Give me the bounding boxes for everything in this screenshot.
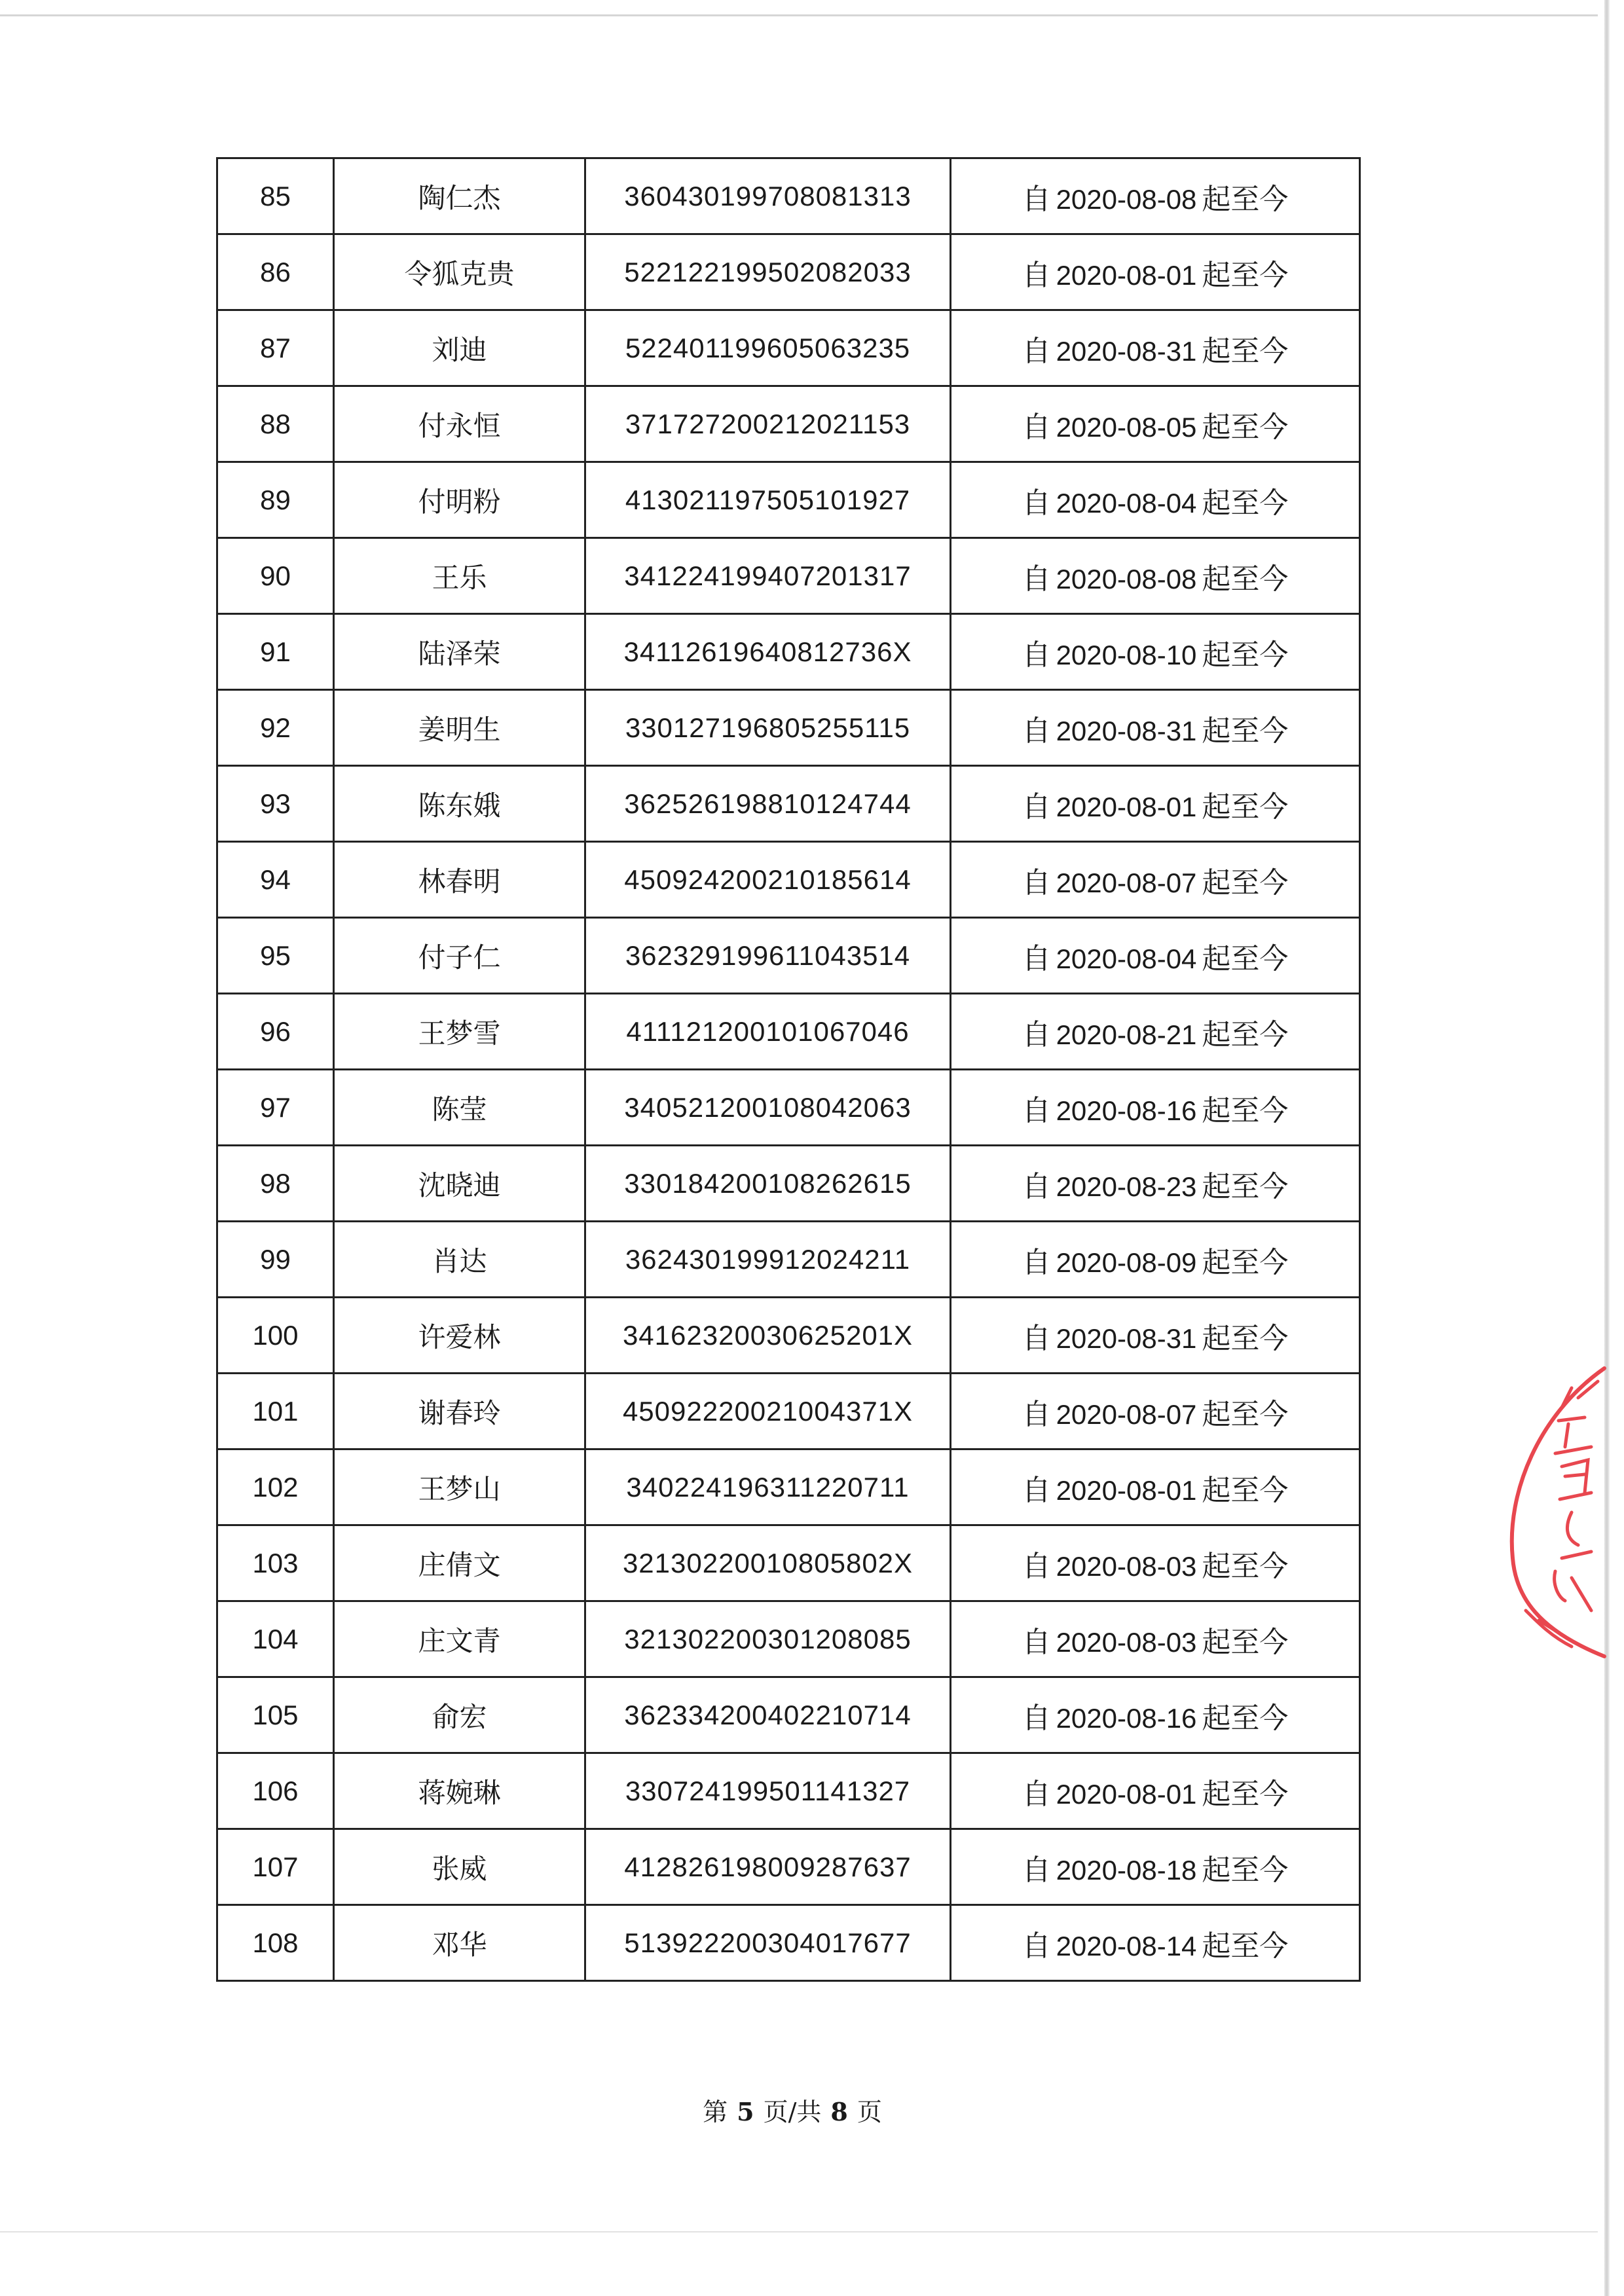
table-body (217, 158, 1360, 1981)
table-row (217, 1905, 1360, 1981)
row-number: 89 (217, 462, 334, 538)
period-suffix: 起至今 (1202, 1397, 1289, 1431)
row-number: 86 (217, 234, 334, 310)
employment-period (951, 1601, 1360, 1677)
person-name: 姜明生 (334, 690, 585, 766)
id-number: 330724199501141327 (585, 1753, 951, 1829)
page-total: 8 (830, 2097, 848, 2126)
id-number: 411121200101067046 (585, 994, 951, 1070)
period-start-date: 2020-08-01 (1056, 791, 1197, 822)
period-start-date: 2020-08-09 (1056, 1247, 1197, 1278)
person-name: 王梦雪 (334, 994, 585, 1070)
table-row (217, 538, 1360, 614)
row-number: 100 (217, 1298, 334, 1374)
period-start-date: 2020-08-31 (1056, 1322, 1197, 1354)
employment-period (951, 1449, 1360, 1525)
employment-period (951, 386, 1360, 462)
row-number: 105 (217, 1677, 334, 1753)
row-number: 98 (217, 1146, 334, 1222)
person-name: 陈莹 (334, 1070, 585, 1146)
table-row (217, 918, 1360, 994)
period-start-date: 2020-08-04 (1056, 487, 1197, 519)
period-prefix: 自 (1022, 410, 1051, 444)
period-prefix: 自 (1022, 1017, 1051, 1051)
person-name: 刘迪 (334, 310, 585, 386)
person-name: 庄倩文 (334, 1525, 585, 1601)
seal-arc (1512, 1368, 1604, 1656)
period-start-date: 2020-08-01 (1056, 1474, 1197, 1506)
period-prefix: 自 (1022, 486, 1051, 520)
person-name: 付子仁 (334, 918, 585, 994)
person-name: 许爱林 (334, 1298, 585, 1374)
period-suffix: 起至今 (1202, 638, 1289, 672)
id-number: 340521200108042063 (585, 1070, 951, 1146)
id-number: 32130220010805802X (585, 1525, 951, 1601)
period-suffix: 起至今 (1202, 1473, 1289, 1507)
table-row (217, 766, 1360, 842)
period-suffix: 起至今 (1202, 1625, 1289, 1659)
row-number: 87 (217, 310, 334, 386)
period-start-date: 2020-08-07 (1056, 1398, 1197, 1430)
period-start-date: 2020-08-31 (1056, 715, 1197, 746)
period-suffix: 起至今 (1202, 714, 1289, 748)
row-number: 94 (217, 842, 334, 918)
person-name: 王乐 (334, 538, 585, 614)
period-start-date: 2020-08-03 (1056, 1626, 1197, 1658)
id-number: 513922200304017677 (585, 1905, 951, 1981)
table-row (217, 158, 1360, 234)
page-current: 5 (737, 2097, 754, 2126)
table-row (217, 310, 1360, 386)
scan-edge-bottom (0, 2231, 1598, 2232)
person-name: 庄文青 (334, 1601, 585, 1677)
table-row (217, 1222, 1360, 1298)
row-number: 104 (217, 1601, 334, 1677)
id-number: 34112619640812736X (585, 614, 951, 690)
row-number: 93 (217, 766, 334, 842)
period-prefix: 自 (1022, 1169, 1051, 1203)
page-prefix: 第 (703, 2098, 728, 2126)
period-suffix: 起至今 (1202, 258, 1289, 292)
period-suffix: 起至今 (1202, 182, 1289, 216)
period-prefix: 自 (1022, 182, 1051, 216)
period-start-date: 2020-08-23 (1056, 1171, 1197, 1202)
period-prefix: 自 (1022, 1321, 1051, 1355)
person-name: 肖达 (334, 1222, 585, 1298)
period-prefix: 自 (1022, 1929, 1051, 1963)
period-start-date: 2020-08-16 (1056, 1095, 1197, 1126)
person-name: 付永恒 (334, 386, 585, 462)
period-prefix: 自 (1022, 562, 1051, 596)
employment-period (951, 1146, 1360, 1222)
employment-period (951, 310, 1360, 386)
period-start-date: 2020-08-14 (1056, 1930, 1197, 1961)
period-prefix: 自 (1022, 1093, 1051, 1127)
period-suffix: 起至今 (1202, 1169, 1289, 1203)
person-name: 王梦山 (334, 1449, 585, 1525)
employment-period (951, 1829, 1360, 1905)
employment-period (951, 842, 1360, 918)
table-row (217, 1601, 1360, 1677)
period-prefix: 自 (1022, 1397, 1051, 1431)
id-number: 330184200108262615 (585, 1146, 951, 1222)
period-start-date: 2020-08-10 (1056, 639, 1197, 670)
page-footer (0, 2092, 1585, 2128)
employment-period (951, 1222, 1360, 1298)
scan-edge-top (0, 14, 1598, 16)
row-number: 85 (217, 158, 334, 234)
table-row (217, 1298, 1360, 1374)
person-name: 付明粉 (334, 462, 585, 538)
table-row (217, 1829, 1360, 1905)
period-start-date: 2020-08-01 (1056, 1778, 1197, 1810)
period-start-date: 2020-08-31 (1056, 335, 1197, 367)
id-number: 371727200212021153 (585, 386, 951, 462)
row-number: 95 (217, 918, 334, 994)
row-number: 97 (217, 1070, 334, 1146)
period-suffix: 起至今 (1202, 941, 1289, 975)
id-number: 413021197505101927 (585, 462, 951, 538)
scan-edge-right (1604, 0, 1610, 2296)
employment-period (951, 1905, 1360, 1981)
period-start-date: 2020-08-08 (1056, 563, 1197, 594)
id-number: 341224199407201317 (585, 538, 951, 614)
period-suffix: 起至今 (1202, 1093, 1289, 1127)
period-suffix: 起至今 (1202, 1853, 1289, 1887)
period-start-date: 2020-08-08 (1056, 183, 1197, 215)
table-row (217, 1753, 1360, 1829)
period-prefix: 自 (1022, 1473, 1051, 1507)
row-number: 101 (217, 1374, 334, 1449)
period-suffix: 起至今 (1202, 1017, 1289, 1051)
table-row (217, 462, 1360, 538)
period-prefix: 自 (1022, 790, 1051, 824)
table-row (217, 234, 1360, 310)
employment-period (951, 690, 1360, 766)
period-suffix: 起至今 (1202, 410, 1289, 444)
table-row (217, 994, 1360, 1070)
period-suffix: 起至今 (1202, 1701, 1289, 1735)
person-name: 蒋婉琳 (334, 1753, 585, 1829)
employment-period (951, 614, 1360, 690)
period-prefix: 自 (1022, 714, 1051, 748)
id-number: 522401199605063235 (585, 310, 951, 386)
id-number: 412826198009287637 (585, 1829, 951, 1905)
period-start-date: 2020-08-18 (1056, 1854, 1197, 1886)
period-prefix: 自 (1022, 1245, 1051, 1279)
employment-period (951, 1298, 1360, 1374)
person-name: 令狐克贵 (334, 234, 585, 310)
period-suffix: 起至今 (1202, 1321, 1289, 1355)
id-number: 362329199611043514 (585, 918, 951, 994)
page-suffix: 页 (857, 2098, 882, 2126)
row-number: 90 (217, 538, 334, 614)
seal-stamp-icon (1500, 1362, 1611, 1663)
id-number: 340224196311220711 (585, 1449, 951, 1525)
employment-period (951, 462, 1360, 538)
period-start-date: 2020-08-03 (1056, 1550, 1197, 1582)
id-number: 362526198810124744 (585, 766, 951, 842)
period-start-date: 2020-08-21 (1056, 1019, 1197, 1050)
id-number: 522122199502082033 (585, 234, 951, 310)
id-number: 321302200301208085 (585, 1601, 951, 1677)
person-name: 谢春玲 (334, 1374, 585, 1449)
page-mid: 页/共 (763, 2098, 822, 2126)
table-row (217, 1146, 1360, 1222)
person-name: 陆泽荣 (334, 614, 585, 690)
period-prefix: 自 (1022, 638, 1051, 672)
table-row (217, 1449, 1360, 1525)
id-number: 362430199912024211 (585, 1222, 951, 1298)
period-start-date: 2020-08-07 (1056, 867, 1197, 898)
table-row (217, 1070, 1360, 1146)
period-prefix: 自 (1022, 1549, 1051, 1583)
employee-table (216, 157, 1359, 1982)
person-name: 沈晓迪 (334, 1146, 585, 1222)
period-prefix: 自 (1022, 941, 1051, 975)
person-name: 俞宏 (334, 1677, 585, 1753)
period-prefix: 自 (1022, 1701, 1051, 1735)
period-suffix: 起至今 (1202, 486, 1289, 520)
period-start-date: 2020-08-05 (1056, 411, 1197, 443)
period-suffix: 起至今 (1202, 866, 1289, 900)
id-number: 362334200402210714 (585, 1677, 951, 1753)
row-number: 99 (217, 1222, 334, 1298)
row-number: 88 (217, 386, 334, 462)
employment-period (951, 1753, 1360, 1829)
period-start-date: 2020-08-04 (1056, 943, 1197, 974)
table-row (217, 386, 1360, 462)
period-prefix: 自 (1022, 334, 1051, 368)
period-suffix: 起至今 (1202, 1929, 1289, 1963)
period-suffix: 起至今 (1202, 334, 1289, 368)
person-name: 林春明 (334, 842, 585, 918)
period-suffix: 起至今 (1202, 1245, 1289, 1279)
period-start-date: 2020-08-01 (1056, 259, 1197, 291)
table-row (217, 842, 1360, 918)
period-prefix: 自 (1022, 1853, 1051, 1887)
table-row (217, 614, 1360, 690)
period-suffix: 起至今 (1202, 790, 1289, 824)
employment-period (951, 538, 1360, 614)
period-prefix: 自 (1022, 258, 1051, 292)
table-row (217, 1525, 1360, 1601)
period-prefix: 自 (1022, 1625, 1051, 1659)
id-number: 330127196805255115 (585, 690, 951, 766)
person-name: 张威 (334, 1829, 585, 1905)
employment-period (951, 994, 1360, 1070)
employment-period (951, 1677, 1360, 1753)
employment-period (951, 158, 1360, 234)
id-number: 45092220021004371X (585, 1374, 951, 1449)
row-number: 106 (217, 1753, 334, 1829)
period-start-date: 2020-08-16 (1056, 1702, 1197, 1734)
person-name: 邓华 (334, 1905, 585, 1981)
period-prefix: 自 (1022, 866, 1051, 900)
table-row (217, 1677, 1360, 1753)
period-suffix: 起至今 (1202, 1549, 1289, 1583)
employment-period (951, 918, 1360, 994)
row-number: 91 (217, 614, 334, 690)
person-name: 陈东娥 (334, 766, 585, 842)
employment-period (951, 234, 1360, 310)
person-name: 陶仁杰 (334, 158, 585, 234)
period-suffix: 起至今 (1202, 562, 1289, 596)
id-number: 34162320030625201X (585, 1298, 951, 1374)
table-row (217, 1374, 1360, 1449)
period-suffix: 起至今 (1202, 1777, 1289, 1811)
period-prefix: 自 (1022, 1777, 1051, 1811)
employment-period (951, 1374, 1360, 1449)
row-number: 108 (217, 1905, 334, 1981)
id-number: 360430199708081313 (585, 158, 951, 234)
employment-period (951, 766, 1360, 842)
row-number: 103 (217, 1525, 334, 1601)
employment-period (951, 1525, 1360, 1601)
employment-period (951, 1070, 1360, 1146)
row-number: 96 (217, 994, 334, 1070)
id-number: 450924200210185614 (585, 842, 951, 918)
row-number: 92 (217, 690, 334, 766)
table-row (217, 690, 1360, 766)
row-number: 102 (217, 1449, 334, 1525)
row-number: 107 (217, 1829, 334, 1905)
